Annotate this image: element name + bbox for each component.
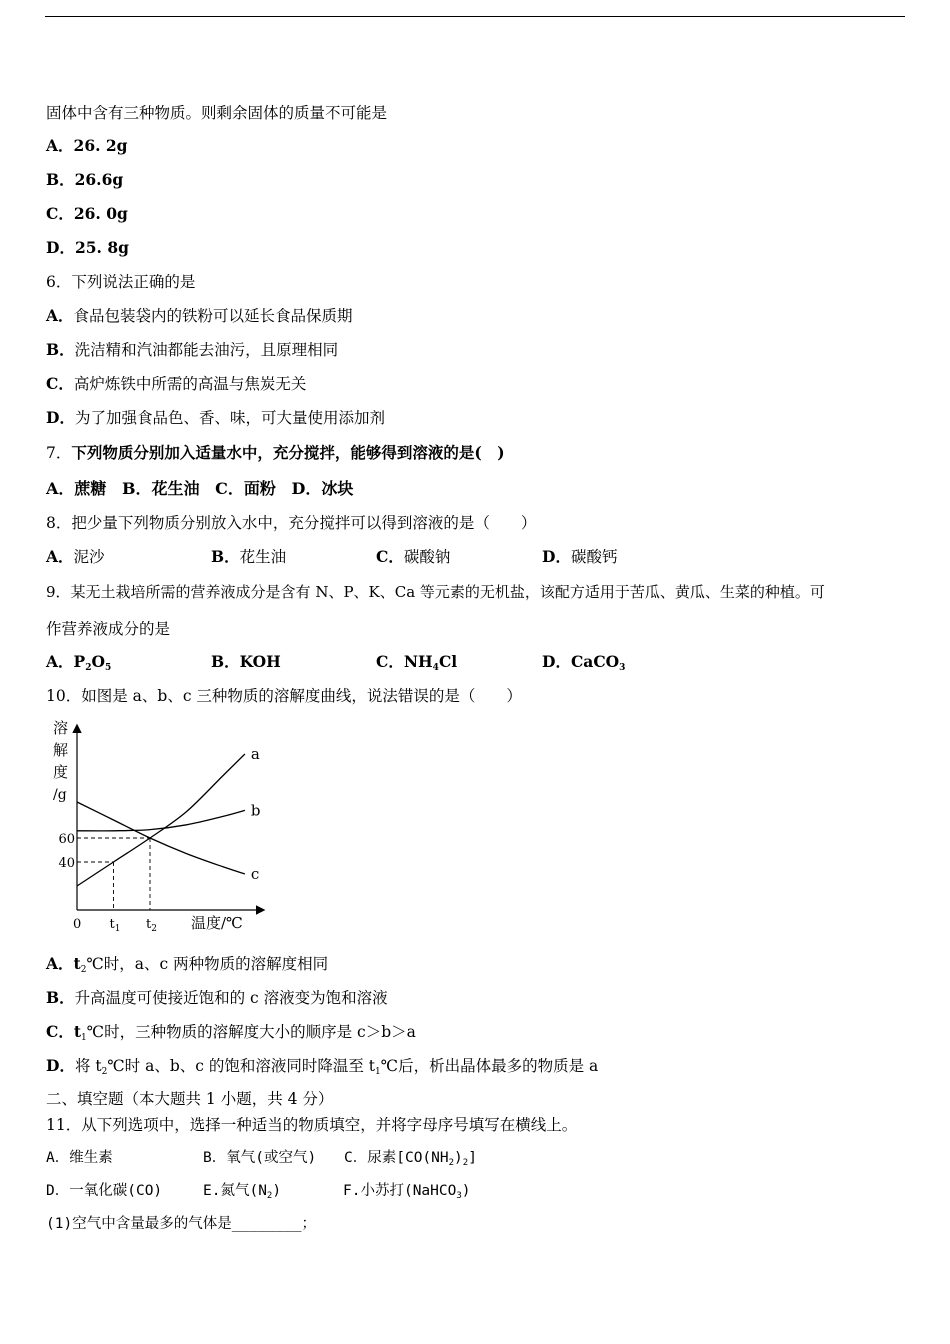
x-axis-label: 温度/℃ (191, 914, 243, 932)
q6-option-b: B．洗洁精和汽油都能去油污，且原理相同 (46, 340, 339, 359)
ylabel-char-1: 溶 (53, 719, 69, 737)
q5-stem: 固体中含有三种物质。则剩余固体的质量不可能是 (46, 104, 388, 122)
ylabel-char-2: 解 (53, 741, 69, 759)
x-tick-2: $t_1$ (109, 917, 121, 934)
q11-option-a: A．维生素 (46, 1150, 113, 1166)
q7-option-a: A．蔗糖 (46, 479, 107, 498)
q8-stem: 8．把少量下列物质分别放入水中，充分搅拌可以得到溶液的是（ ） (46, 514, 537, 532)
q8-option-b: B．花生油 (211, 547, 287, 566)
curve-label-c: c (250, 865, 260, 883)
q9-option-a: A．$P_2O_5$ (46, 652, 112, 673)
q8-option-d: D．碳酸钙 (542, 547, 618, 566)
q7-option-c: C．面粉 (215, 479, 276, 498)
q9-option-d: D．CaCO$_3$ (542, 652, 626, 673)
header-rule (45, 16, 905, 17)
q10-option-b: B．升高温度可使接近饱和的 c 溶液变为饱和溶液 (46, 988, 388, 1007)
q6-stem: 6．下列说法正确的是 (46, 273, 196, 291)
q7-stem: 7．下列物质分别加入适量水中，充分搅拌，能够得到溶液的是( ) (46, 443, 505, 462)
y-tick-60: 60 (58, 832, 75, 847)
q6-option-c: C．高炉炼铁中所需的高温与焦炭无关 (46, 374, 307, 393)
q11-stem: 11．从下列选项中，选择一种适当的物质填空，并将字母序号填写在横线上。 (46, 1116, 578, 1134)
ylabel-char-3: 度 (53, 763, 69, 781)
q10-option-d: D．将 $t_2℃$时 a、b、c 的饱和溶液同时降温至 $t_1℃$后，析出晶体最多的物质是 a (46, 1056, 599, 1077)
q10-stem: 10．如图是 a、b、c 三种物质的溶解度曲线，说法错误的是（ ） (46, 687, 522, 705)
q11-option-d: D．一氧化碳(CO) (46, 1183, 163, 1199)
q8-option-c: C．碳酸钠 (376, 547, 451, 566)
q9-stem-line2: 作营养液成分的是 (46, 620, 171, 638)
y-tick-40: 40 (58, 856, 75, 871)
q6-option-a: A．食品包装袋内的铁粉可以延长食品保质期 (46, 306, 353, 325)
q11-subquestion-1: (1)空气中含量最多的气体是________； (46, 1216, 317, 1232)
q11-option-c: C．尿素$[CO(NH_2)_2]$ (344, 1150, 477, 1168)
q7-option-d: D．冰块 (291, 479, 354, 498)
q9-option-b: B．KOH (211, 652, 281, 671)
q10-option-c: C．$t_1℃$时，三种物质的溶解度大小的顺序是 c＞b＞a (46, 1022, 416, 1043)
x-tick-1: 0 (73, 917, 82, 932)
q11-option-b: B．氧气(或空气) (203, 1150, 317, 1166)
q11-option-f: F.小苏打(NaHCO$_3$) (343, 1183, 471, 1201)
q5-option-b: B．26.6g (46, 170, 124, 189)
q9-option-c: C．$NH_4Cl$ (376, 652, 458, 673)
curve-b (77, 810, 245, 830)
section-2-title: 二、填空题（本大题共 1 小题，共 4 分） (46, 1090, 334, 1108)
q5-option-c: C．26. 0g (46, 204, 128, 223)
curve-c (77, 802, 245, 874)
x-tick-3: $t_2$ (146, 917, 157, 934)
curve-label-b: b (250, 801, 261, 820)
q10-option-a: A．$t_2℃$时，a、c 两种物质的溶解度相同 (46, 954, 329, 975)
q9-stem-line1: 9．某无土栽培所需的营养液成分是含有 N、P、K、Ca 等元素的无机盐，该配方适用于苦瓜、黄瓜、生菜的种植。可 (46, 583, 825, 601)
q6-option-d: D．为了加强食品色、香、味，可大量使用添加剂 (46, 408, 385, 427)
q5-option-a: A．26. 2g (46, 136, 128, 155)
q5-option-d: D．25. 8g (46, 238, 129, 257)
q11-option-e: E.氮气$(N_2)$ (203, 1183, 282, 1201)
solubility-chart (45, 716, 270, 938)
q8-option-a: A．泥沙 (46, 547, 105, 566)
q7-option-b: B．花生油 (122, 479, 200, 498)
q7-options (46, 479, 353, 499)
curve-label-a: a (250, 745, 260, 763)
ylabel-char-4: /g (53, 787, 67, 803)
